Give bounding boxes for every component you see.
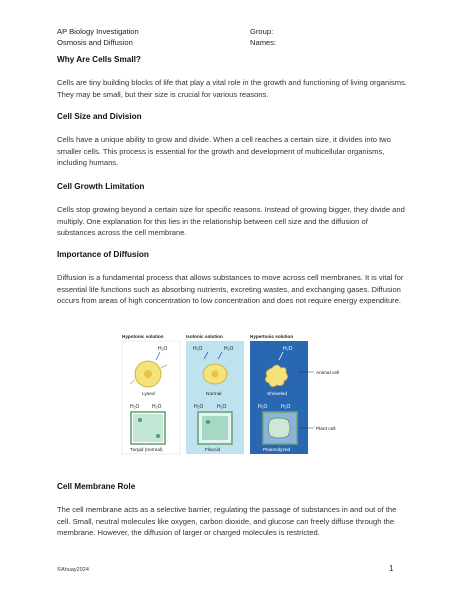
section-heading-cell-size: Cell Size and Division [57, 112, 142, 121]
plant-state-flaccid: Flaccid [205, 448, 221, 453]
plant-state-plasmolyzed: Plasmolyzed [263, 448, 291, 453]
water-label-iso-animal-right: H₂O [224, 346, 234, 352]
section-heading-diffusion: Importance of Diffusion [57, 250, 149, 259]
names-label: Names: [250, 38, 277, 47]
row-label-plant: Plant cell [316, 427, 336, 432]
group-label: Group: [250, 27, 274, 36]
course-title: AP Biology Investigation [57, 27, 139, 36]
column-header-isotonic: Isotonic solution [186, 334, 223, 339]
section-body-growth-limit: Cells stop growing beyond a certain size for specific reasons. Instead of growing bigger, they divide and multiply. One explanation for this lies in the relationship between cell size and the diffusion of substances across the cell membrane. [57, 205, 405, 238]
normal-animal-cell [203, 364, 227, 384]
page-number: 1 [389, 564, 394, 573]
flaccid-plant-cell [198, 412, 232, 444]
plasmolyzed-plant-cell [263, 412, 297, 444]
animal-state-normal: Normal [206, 392, 222, 397]
page-title: Why Are Cells Small? [57, 55, 141, 64]
water-label-hypo-plant-left: H₂O [130, 404, 140, 410]
copyright-notice: ©Ahuay2024 [57, 567, 89, 573]
row-label-animal: Animal cell [316, 371, 340, 376]
water-label-hypo-plant-right: H₂O [152, 404, 162, 410]
intro-paragraph: Cells are tiny building blocks of life that play a vital role in the growth and functioning of living organisms. They may be small, but their size is crucial for various reasons. [57, 78, 407, 99]
plant-state-turgid: Turgid (normal) [130, 448, 163, 453]
tonicity-figure [118, 330, 358, 468]
section-heading-growth-limit: Cell Growth Limitation [57, 182, 145, 191]
section-body-cell-size: Cells have a unique ability to grow and divide. When a cell reaches a certain size, it divides into two smaller cells. This process is essential for the growth and development of multicellular organisms, including humans. [57, 135, 391, 168]
section-body-diffusion: Diffusion is a fundamental process that allows substances to move across cell membranes. It is vital for essential life functions such as absorbing nutrients, excreting wastes, and exchanging gases. Diffusion occurs from areas of high concentration to low concentration and does not require energy expenditure. [57, 273, 404, 306]
section-body-membrane: The cell membrane acts as a selective barrier, regulating the passage of substances in and out of the cell. Small, neutral molecules like oxygen, carbon dioxide, and glucose can freely diffuse through the membrane. However, the diffusion of larger or charged molecules is restricted. [57, 505, 397, 538]
animal-state-shriveled: Shriveled [267, 392, 287, 397]
column-header-hypertonic: Hypertonic solution [250, 334, 294, 339]
section-heading-membrane: Cell Membrane Role [57, 482, 136, 491]
column-header-hypotonic: Hypotonic solution [122, 334, 164, 339]
water-label-hyper-plant-right: H₂O [281, 404, 291, 410]
water-label-hypo-animal: H₂O [158, 346, 168, 352]
turgid-plant-cell [131, 412, 165, 444]
topic-title: Osmosis and Diffusion [57, 38, 133, 47]
animal-state-lysed: Lysed [142, 392, 155, 397]
water-label-iso-plant-right: H₂O [217, 404, 227, 410]
water-label-hyper-plant-left: H₂O [258, 404, 268, 410]
water-label-hyper-animal: H₂O [283, 346, 293, 352]
water-label-iso-plant-left: H₂O [194, 404, 204, 410]
water-label-iso-animal-left: H₂O [193, 346, 203, 352]
